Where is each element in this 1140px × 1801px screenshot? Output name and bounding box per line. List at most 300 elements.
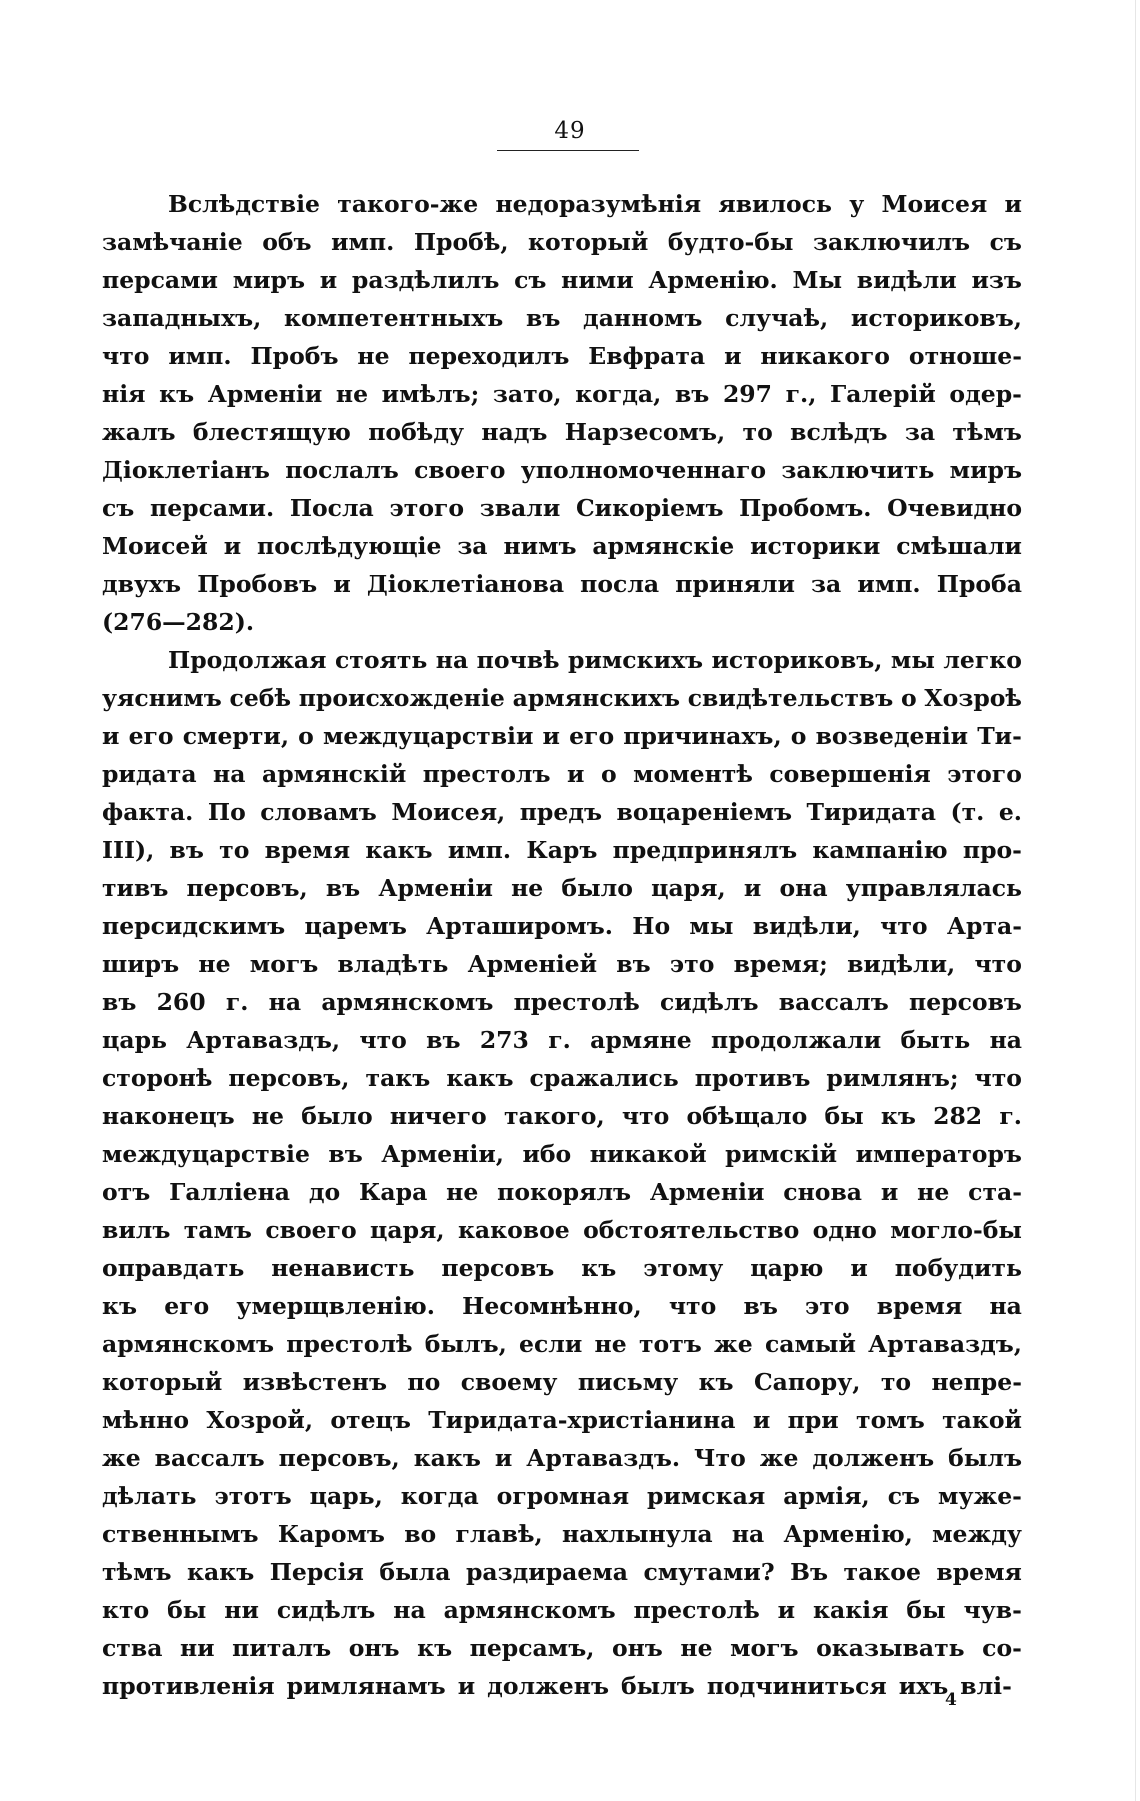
word: въ (426, 1026, 461, 1054)
word: нія (102, 380, 146, 408)
word: на (435, 646, 469, 674)
word: на (989, 1292, 1022, 1320)
word: Арменіи (207, 380, 323, 408)
word: о (600, 760, 617, 788)
word: Евфрата (588, 342, 706, 370)
text-line (102, 831, 1022, 869)
word: ибо (522, 1140, 572, 1168)
text-line (102, 755, 1022, 793)
word: своего (414, 456, 506, 484)
text-line (102, 869, 1022, 907)
word: ни (224, 1596, 259, 1624)
text-line (102, 1135, 1022, 1173)
word: Мы (792, 266, 843, 294)
word: уполномоченнаго (520, 456, 767, 484)
word: мы (890, 646, 935, 674)
word: г., (785, 380, 817, 408)
word: былъ, (424, 1330, 507, 1358)
header-rule (497, 150, 639, 151)
word: Посла (289, 494, 374, 522)
word: римская (647, 1482, 766, 1510)
word: управлялась (845, 874, 1022, 902)
word: уяснимъ (102, 684, 222, 712)
word: время (936, 1558, 1022, 1586)
word: вилъ (102, 1216, 171, 1244)
text-line (102, 1173, 1022, 1211)
word: недоразумѣнія (495, 190, 702, 218)
word: Что (694, 1444, 746, 1472)
word: ширъ (102, 950, 180, 978)
word: одер- (949, 380, 1022, 408)
word: легко (943, 646, 1022, 674)
word: отецъ (330, 1406, 411, 1434)
word: Тиридата (806, 798, 936, 826)
word: персами (102, 266, 218, 294)
word: видѣли (856, 266, 957, 294)
word: заключилъ (813, 228, 971, 256)
word: питалъ (232, 1634, 332, 1662)
word: III), (102, 836, 155, 864)
word: западныхъ, (102, 304, 262, 332)
word: персовъ (441, 1254, 555, 1282)
word: Артаваздъ. (526, 1444, 681, 1472)
page-edge (1135, 0, 1136, 1801)
word: наконецъ (102, 1102, 235, 1130)
word: Въ (790, 1558, 829, 1586)
word: тѣмъ (102, 1558, 172, 1586)
word: къ (417, 1634, 453, 1662)
word: такого, (503, 1102, 605, 1130)
word: это (805, 1292, 850, 1320)
word: и (542, 722, 560, 750)
word: и (333, 570, 351, 598)
word: римлянъ; (826, 1064, 959, 1092)
word: Но (632, 912, 671, 940)
word: раздѣлилъ (351, 266, 500, 294)
word: письму (577, 1368, 679, 1396)
text-line (102, 337, 1022, 375)
word: и (1004, 190, 1022, 218)
word: и (102, 722, 120, 750)
word: со- (982, 1634, 1022, 1662)
word: никакого (760, 342, 890, 370)
word: Моисея, (391, 798, 506, 826)
word: былъ (948, 1444, 1022, 1472)
word: моментѣ (633, 760, 753, 788)
word: отноше- (908, 342, 1022, 370)
word: его (569, 722, 615, 750)
word: Арменію, (783, 1520, 913, 1548)
word: римскій (725, 1140, 838, 1168)
word: ства (102, 1634, 163, 1662)
word: и (567, 760, 585, 788)
word: на (393, 1596, 426, 1624)
word: предъ (519, 798, 603, 826)
word: не (446, 1178, 479, 1206)
word: Діоклетіанъ (102, 456, 270, 484)
word: себѣ (229, 684, 291, 712)
word: Артаваздъ, (186, 1026, 341, 1054)
word: этого (947, 760, 1022, 788)
word: смерти, (182, 722, 290, 750)
word: кампанію (812, 836, 948, 864)
word: сидѣлъ (660, 988, 759, 1016)
word: смѣшали (896, 532, 1022, 560)
word: тамъ (183, 1216, 252, 1244)
word: по (407, 1368, 441, 1396)
word: Нарзесомъ, (564, 418, 726, 446)
word: ними (561, 266, 634, 294)
word: видѣли, (752, 912, 861, 940)
word: и (457, 1672, 476, 1700)
word: непре- (931, 1368, 1022, 1396)
text-line (102, 1515, 1022, 1553)
word: такой (942, 1406, 1022, 1434)
word: его (128, 722, 174, 750)
word: въ (743, 1292, 778, 1320)
word: владѣть (337, 950, 449, 978)
word: было (301, 1102, 373, 1130)
word: до (308, 1178, 341, 1206)
word: бы (824, 1102, 864, 1130)
text-line (102, 299, 1022, 337)
word: онъ (611, 1634, 663, 1662)
text-line (102, 565, 1022, 603)
word: что (621, 1102, 670, 1130)
word: своему (460, 1368, 558, 1396)
word: нимъ (503, 532, 577, 560)
text-line (102, 1363, 1022, 1401)
word: кто (102, 1596, 150, 1624)
word: сидѣлъ (276, 1596, 376, 1624)
word: въ (525, 304, 561, 332)
word: и (880, 1178, 899, 1206)
word: же (714, 1330, 753, 1358)
word: Персія (269, 1558, 364, 1586)
word: вассалъ (778, 988, 889, 1016)
text-line (102, 1667, 1022, 1705)
word: своего (265, 1216, 357, 1244)
word: Кара (359, 1178, 428, 1206)
text-line (102, 375, 1022, 413)
word: не (251, 1102, 284, 1130)
word: нахлынула (561, 1520, 713, 1548)
word: Галерій (830, 380, 936, 408)
word: сражались (529, 1064, 679, 1092)
word: время; (733, 950, 828, 978)
word: персамъ, (469, 1634, 595, 1662)
word: долженъ (812, 1444, 935, 1472)
word: о (901, 684, 917, 712)
word: что (102, 342, 150, 370)
word: Хозрой, (206, 1406, 313, 1434)
text-line (102, 945, 1022, 983)
word: тотъ (638, 1330, 702, 1358)
word: Пробъ (250, 342, 339, 370)
word: Моисей (102, 532, 208, 560)
word: Хозроѣ (924, 684, 1022, 712)
word: не (680, 1634, 713, 1662)
word: г. (999, 1102, 1022, 1130)
word: побудить (894, 1254, 1022, 1282)
word: этого (389, 494, 465, 522)
text-line (102, 907, 1022, 945)
word: съ (102, 494, 135, 522)
word: каковое (457, 1216, 570, 1244)
word: какъ (413, 1444, 481, 1472)
word: при (787, 1406, 839, 1434)
word: е. (998, 798, 1022, 826)
word: Каръ (526, 836, 598, 864)
text-line (102, 1021, 1022, 1059)
word: армянскомъ (321, 988, 494, 1016)
word: армянскомъ (102, 1330, 275, 1358)
word: огромная (496, 1482, 630, 1510)
word: Каромъ (277, 1520, 385, 1548)
word: персовъ, (186, 874, 308, 902)
word: персидскимъ (102, 912, 286, 940)
word: про- (962, 836, 1022, 864)
word: римскихъ (568, 646, 704, 674)
word: была (379, 1558, 451, 1586)
word: престолѣ (633, 1596, 760, 1624)
word: когда (400, 1482, 479, 1510)
word: Арташиромъ. (426, 912, 613, 940)
word: бы (906, 1596, 946, 1624)
word: въ (616, 950, 651, 978)
word: мѣнно (102, 1406, 190, 1434)
word: отъ (102, 1178, 151, 1206)
word: Діоклетіанова (366, 570, 565, 598)
text-line (102, 717, 1022, 755)
word: не (335, 380, 369, 408)
word: онъ (348, 1634, 400, 1662)
word: былъ (620, 1672, 695, 1700)
word: обстоятельство (583, 1216, 800, 1244)
word: раздираема (465, 1558, 628, 1586)
word: извѣстенъ (242, 1368, 388, 1396)
text-line (102, 261, 1022, 299)
word: имп. (168, 342, 232, 370)
word: противъ (694, 1064, 811, 1092)
word: смутами? (643, 1558, 775, 1586)
word: Сикоріемъ (575, 494, 724, 522)
word: Арменіи (649, 1178, 765, 1206)
word: имп. (857, 570, 921, 598)
word: на (213, 760, 246, 788)
text-line (102, 489, 1022, 527)
word: о (298, 722, 314, 750)
text-line (102, 223, 1022, 261)
text-line (102, 451, 1022, 489)
word: армія, (783, 1482, 870, 1510)
text-line (102, 413, 1022, 451)
word: г. (548, 1026, 571, 1054)
word: никакой (589, 1140, 707, 1168)
word: царю (750, 1254, 824, 1282)
word: могъ (249, 950, 319, 978)
word: съ (887, 1482, 921, 1510)
word: свидѣтельствъ (687, 684, 894, 712)
word: престолѣ (513, 988, 640, 1016)
word: если (519, 1330, 583, 1358)
word: это (669, 950, 715, 978)
word: ста- (968, 1178, 1022, 1206)
word: за (457, 532, 488, 560)
word: престолѣ (286, 1330, 413, 1358)
word: миръ (949, 456, 1022, 484)
word: за (904, 418, 936, 446)
word: двухъ (102, 570, 182, 598)
word: въ (674, 380, 710, 408)
text-line (102, 1287, 1022, 1325)
word: Вслѣдствіе (168, 190, 321, 218)
word: переходилъ (408, 342, 570, 370)
word: и (494, 1444, 513, 1472)
word: такъ (365, 1064, 431, 1092)
word: и (223, 532, 242, 560)
word: императоръ (855, 1140, 1022, 1168)
word: и (319, 266, 338, 294)
word: историковъ, (711, 646, 883, 674)
word: Тиридата-христіанина (428, 1406, 736, 1434)
word: продолжали (711, 1026, 882, 1054)
signature-mark: 4 (945, 1690, 957, 1710)
word: такого-же (337, 190, 479, 218)
word: ихъ (898, 1672, 949, 1700)
word: видѣли, (847, 950, 956, 978)
word: дѣлать (102, 1482, 197, 1510)
text-line (102, 527, 1022, 565)
word: явилось (718, 190, 832, 218)
word: царь, (309, 1482, 383, 1510)
word: было (561, 874, 633, 902)
word: время (876, 1292, 963, 1320)
word: Арменіи (378, 874, 493, 902)
word: царя, (370, 1216, 445, 1244)
word: не (917, 1178, 950, 1206)
word: будто-бы (667, 228, 794, 256)
word: причинахъ, (623, 722, 782, 750)
word: объ (262, 228, 312, 256)
word: къ (880, 1102, 916, 1130)
word: армяне (590, 1026, 692, 1054)
text-line (102, 1097, 1022, 1135)
word: который (102, 1368, 223, 1396)
word: По (207, 798, 246, 826)
word: о (790, 722, 807, 750)
text-line (102, 1439, 1022, 1477)
word: умерщвленію. (236, 1292, 435, 1320)
text-line (102, 1401, 1022, 1439)
word: Арменіей (467, 950, 598, 978)
word: послѣдующіе (257, 532, 442, 560)
word: Продолжая (168, 646, 327, 674)
word: престолъ (422, 760, 551, 788)
word: Ти- (977, 722, 1022, 750)
word: царь (102, 1026, 167, 1054)
word: г. (225, 988, 249, 1016)
word: имѣлъ; (381, 380, 480, 408)
body-text (102, 185, 1022, 1705)
word: персовъ, (228, 1064, 350, 1092)
text-line (102, 1211, 1022, 1249)
word: Несомнѣнно, (462, 1292, 642, 1320)
word: и (777, 1596, 796, 1624)
text-line (102, 1059, 1022, 1097)
word: (276—282). (102, 608, 255, 636)
word: оправдать (102, 1254, 245, 1282)
word: то (880, 1368, 912, 1396)
word: то (742, 418, 773, 446)
word: тѣмъ (952, 418, 1022, 446)
word: ничего (389, 1102, 487, 1130)
word: который (528, 228, 649, 256)
word: данномъ (583, 304, 703, 332)
word: долженъ (487, 1672, 609, 1700)
word: обѣщало (686, 1102, 808, 1130)
word: какъ (365, 836, 433, 864)
word: Арменіи, (381, 1140, 504, 1168)
word: то (219, 836, 250, 864)
word: въ (102, 988, 137, 1016)
word: покорялъ (497, 1178, 632, 1206)
word: междуцарствіи (323, 722, 534, 750)
word: Сапору, (753, 1368, 861, 1396)
text-line (102, 1553, 1022, 1591)
word: персами. (150, 494, 275, 522)
word: ни (179, 1634, 215, 1662)
word: замѣчаніе (102, 228, 243, 256)
text-line (102, 1477, 1022, 1515)
word: что (359, 1026, 407, 1054)
text-line (102, 983, 1022, 1021)
word: и (752, 1406, 771, 1434)
word: междуцарствіе (102, 1140, 310, 1168)
text-line (102, 793, 1022, 831)
text-line (102, 603, 1022, 641)
word: не (198, 950, 231, 978)
word: и (724, 342, 742, 370)
word: не (357, 342, 390, 370)
word: блестящую (192, 418, 351, 446)
word: Пробовъ (197, 570, 318, 598)
word: 260 (156, 988, 206, 1016)
word: же (759, 1444, 799, 1472)
word: когда, (575, 380, 662, 408)
word: царя, (651, 874, 726, 902)
word: совершенія (769, 760, 931, 788)
word: не (511, 874, 544, 902)
word: влі- (960, 1672, 1012, 1700)
word: оказывать (816, 1634, 965, 1662)
word: чув- (963, 1596, 1022, 1624)
text-line (102, 1325, 1022, 1363)
word: и (743, 874, 762, 902)
word: армянскій (261, 760, 407, 788)
text-line (102, 1591, 1022, 1629)
word: посла (580, 570, 660, 598)
word: время (264, 836, 351, 864)
word: противленія (102, 1672, 275, 1700)
text-line (102, 185, 1022, 223)
word: жалъ (102, 418, 176, 446)
word: историковъ, (850, 304, 1022, 332)
word: къ (102, 1292, 137, 1320)
word: такое (843, 1558, 921, 1586)
word: факта. (102, 798, 194, 826)
word: надъ (481, 418, 548, 446)
